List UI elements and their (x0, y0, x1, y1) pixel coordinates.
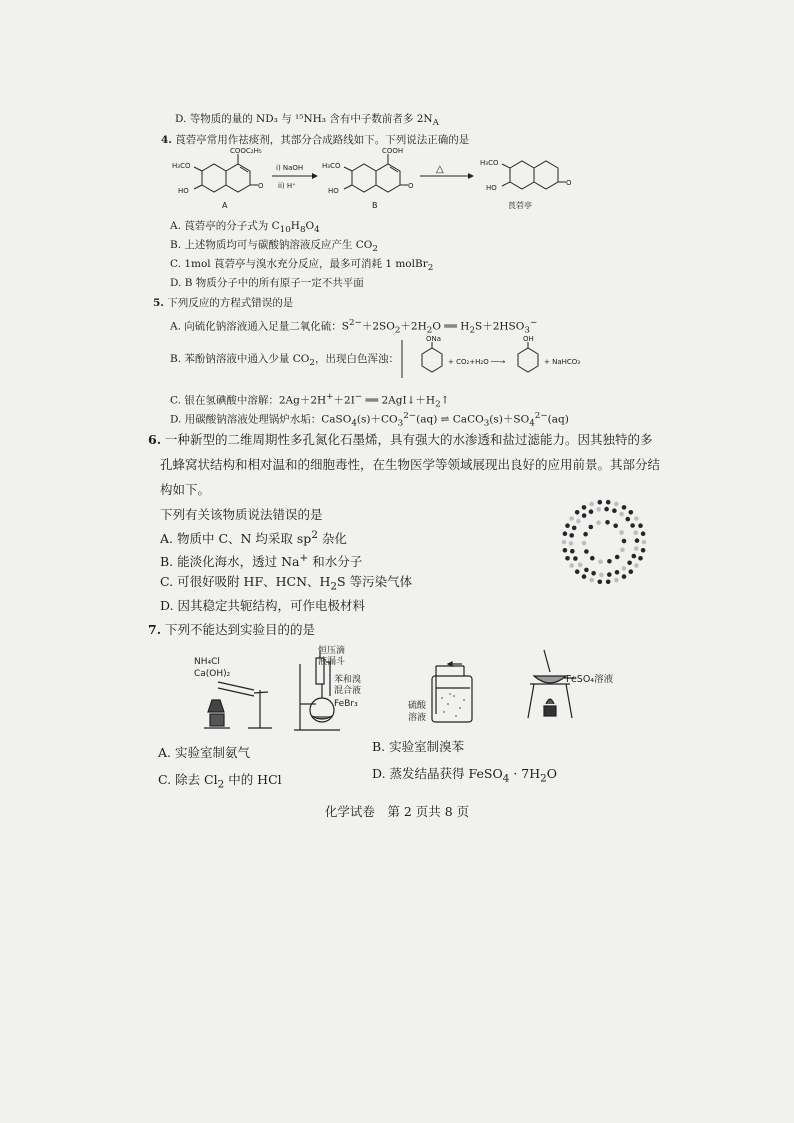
lattice-atom (620, 548, 625, 553)
lattice-atom (569, 533, 574, 538)
lattice-atom (619, 512, 624, 517)
funnel-label-1: 恒压滴 (318, 646, 346, 656)
lattice-atom (562, 540, 567, 545)
nahco3-label: + NaHCO₃ (544, 358, 581, 366)
b-ho-label: HO (328, 187, 339, 195)
lattice-atom (627, 561, 632, 566)
q4-option-b: B. 上述物质均可与碳酸钠溶液反应产生 $CO_2$ (170, 239, 378, 255)
lattice-atom (582, 541, 587, 546)
q7-option-b: B. 实验室制溴苯 (372, 739, 465, 754)
lattice-atom (605, 520, 610, 525)
b-h3co-label: H₃CO (322, 162, 341, 170)
step1-label: i) NaOH (276, 164, 304, 172)
lattice-atom (596, 520, 601, 525)
cooc2h5-label: COOC₂H₅ (230, 147, 262, 155)
lattice-atom (622, 566, 627, 571)
lattice-atom (584, 568, 589, 573)
q6-stem-line3: 构如下。 (160, 482, 211, 497)
lattice-atom (642, 540, 647, 545)
lattice-atom (604, 507, 609, 512)
lattice-atom (591, 571, 596, 576)
q3-option-d: D. 等物质的量的 ND₃ 与 ¹⁵NH₃ 含有中子数前者多 $2N_A$ (175, 113, 439, 129)
lattice-atom (614, 502, 619, 507)
lattice-atom (563, 531, 568, 536)
lattice-atom (589, 502, 594, 507)
lattice-atom (599, 573, 604, 578)
q5-b-equation (400, 334, 600, 382)
co2-plus-label: + CO₂+H₂O ──→ (448, 358, 506, 366)
lattice-atom (569, 516, 574, 521)
molecule-scopoletin (502, 161, 566, 189)
apparatus-a-ammonia (190, 652, 280, 732)
a-ho-label: HO (178, 187, 189, 195)
lattice-atom (575, 510, 580, 515)
molecule-b-label: B (372, 201, 378, 210)
phenol (518, 342, 538, 372)
q4-option-a: A. 莨菪亭的分子式为 $C_{10}H_8O_4$ (170, 220, 320, 236)
q5-stem: 5. 下列反应的方程式错误的是 (153, 297, 294, 309)
lattice-atom (641, 548, 646, 553)
acid-label-2: 溶液 (408, 713, 427, 723)
lattice-atom (622, 505, 627, 510)
q4-option-c: C. 1mol 莨菪亭与溴水充分反应，最多可消耗 1 molBr$_2$ (170, 258, 434, 274)
lattice-atom (634, 546, 639, 551)
lattice-atom (565, 556, 570, 561)
lattice-atom (582, 513, 587, 518)
lattice-atom (573, 556, 578, 561)
lattice-atom (613, 524, 618, 529)
apparatus-b-bromobenzene (292, 644, 372, 734)
lattice-atom (632, 554, 637, 559)
lattice-atom (638, 523, 643, 528)
sodium-phenoxide (422, 342, 442, 372)
apparatus-d-evaporation (520, 648, 630, 724)
lattice-atom (563, 548, 568, 553)
molecule-b (344, 154, 408, 192)
c-ho-label: HO (486, 184, 497, 192)
ona-label: ONa (426, 335, 442, 343)
a-h3co-label: H₃CO (172, 162, 191, 170)
lattice-atom (598, 500, 603, 505)
lattice-atom (583, 532, 588, 537)
lattice-atom (578, 563, 583, 568)
acid-label-1: 硫酸 (408, 701, 427, 711)
c-o-label: O (566, 179, 572, 187)
q5-option-b: B. 苯酚钠溶液中通入少量 $CO_2$，出现白色浑浊： (170, 353, 399, 369)
lattice-atom (569, 563, 574, 568)
porous-carbon-nitride-structure (558, 496, 650, 588)
molecule-a (194, 154, 258, 192)
q6-option-a: A. 物质中 C、N 均采取 $sp^2$ 杂化 (160, 529, 347, 547)
lattice-atom (634, 516, 639, 521)
q4-reaction-scheme (172, 146, 592, 214)
q6-option-c: C. 可很好吸附 HF、HCN、$H_2S$ 等污染气体 (160, 574, 413, 593)
q6-stem-line2: 孔蜂窝状结构和相对温和的细胞毒性，在生物医学等领域展现出良好的应用前景。其部分结 (160, 457, 661, 472)
q6-option-b: B. 能淡化海水，透过 Na+ 和水分子 (160, 552, 363, 570)
page-footer: 化学试卷 第 2 页共 8 页 (324, 804, 470, 819)
lattice-atom (615, 570, 620, 575)
lattice-atom (629, 569, 634, 574)
lattice-atom (633, 531, 638, 536)
lattice-atom (606, 580, 611, 585)
lattice-atom (575, 569, 580, 574)
q5-option-c: C. 银在氢碘酸中溶解：2Ag＋2H+＋2I− ══ $2AgI↓+H_2↑$ (170, 392, 450, 410)
lattice-atom (565, 523, 570, 528)
b-o-label: O (408, 182, 414, 190)
lattice-atom (572, 526, 577, 531)
lattice-atom (569, 541, 574, 546)
lattice-atom (615, 555, 620, 560)
lattice-atom (576, 519, 581, 524)
caoh2-label: Ca(OH)₂ (194, 669, 231, 679)
lattice-atom (629, 510, 634, 515)
lattice-atom (596, 507, 601, 512)
scopoletin-label: 莨菪亭 (508, 201, 532, 210)
nh4cl-label: NH₄Cl (194, 657, 220, 667)
lattice-atom (582, 505, 587, 510)
lattice-atom (614, 578, 619, 583)
lattice-atom (598, 559, 603, 564)
lattice-atom (622, 574, 627, 579)
q6-question: 下列有关该物质说法错误的是 (160, 507, 323, 522)
heat-label: △ (436, 164, 444, 175)
a-o-label: O (258, 182, 264, 190)
oh-label: OH (523, 335, 534, 343)
q7-option-a: A. 实验室制氨气 (158, 745, 250, 760)
lattice-atom (589, 509, 594, 514)
lattice-atom (589, 525, 594, 530)
q4-option-d: D. B 物质分子中的所有原子一定不共平面 (170, 277, 364, 289)
mixture-label-1: 苯和溴 (334, 675, 362, 685)
mixture-label-2: 混合液 (334, 686, 362, 696)
lattice-atom (582, 574, 587, 579)
lattice-atom (635, 538, 640, 543)
q7-stem: 7. 下列不能达到实验目的的是 (148, 622, 316, 637)
febr3-label: FeBr₃ (334, 699, 358, 709)
q5-option-d: D. 用碳酸钠溶液处理锅炉水垢：$CaSO_4(s)+CO_3^{2-}(aq)$ ⇌ $CaCO_3(s)+SO_4^{2-}(aq)$ (170, 411, 569, 429)
q7-option-d: D. 蒸发结晶获得 FeSO$_4$ · $7H_2O$ (372, 766, 557, 785)
lattice-atom (634, 563, 639, 568)
cooh-label: COOH (382, 147, 404, 155)
q4-stem: 4. 莨菪亭常用作祛痰剂，其部分合成路线如下。下列说法正确的是 (161, 134, 470, 146)
lattice-atom (607, 572, 612, 577)
molecule-a-label: A (222, 201, 228, 210)
lattice-atom (619, 530, 624, 535)
lattice-atom (641, 531, 646, 536)
lattice-atom (598, 580, 603, 585)
q7-option-c: C. 除去 $Cl_2$ 中的 HCl (158, 772, 282, 791)
lattice-atom (626, 517, 631, 522)
step2-label: ii) H⁺ (278, 182, 296, 190)
lattice-atom (570, 549, 575, 554)
funnel-label-2: 液漏斗 (318, 657, 346, 667)
q6-option-d: D. 因其稳定共轭结构，可作电极材料 (160, 598, 366, 613)
lattice-atom (590, 556, 595, 561)
lattice-atom (630, 523, 635, 528)
lattice-atom (606, 500, 611, 505)
c-h3co-label: H₃CO (480, 159, 499, 167)
apparatus-c-gas-washing (408, 658, 488, 728)
lattice-atom (612, 508, 617, 513)
q5-option-a: A. 向硫化钠溶液通入足量二氧化硫：$S^{2-}+2SO_2+2H_2O$ ══ $H_2S+2HSO_3^-$ (170, 318, 538, 336)
lattice-atom (589, 578, 594, 583)
lattice-atom (622, 539, 627, 544)
q6-stem-line1: 6. 一种新型的二维周期性多孔氮化石墨烯，具有强大的水渗透和盐过滤能力。因其独特的多 (148, 432, 653, 447)
lattice-atom (638, 556, 643, 561)
feso4-solution-label: FeSO₄溶液 (566, 674, 614, 685)
lattice-atom (607, 559, 612, 564)
lattice-atom (584, 549, 589, 554)
